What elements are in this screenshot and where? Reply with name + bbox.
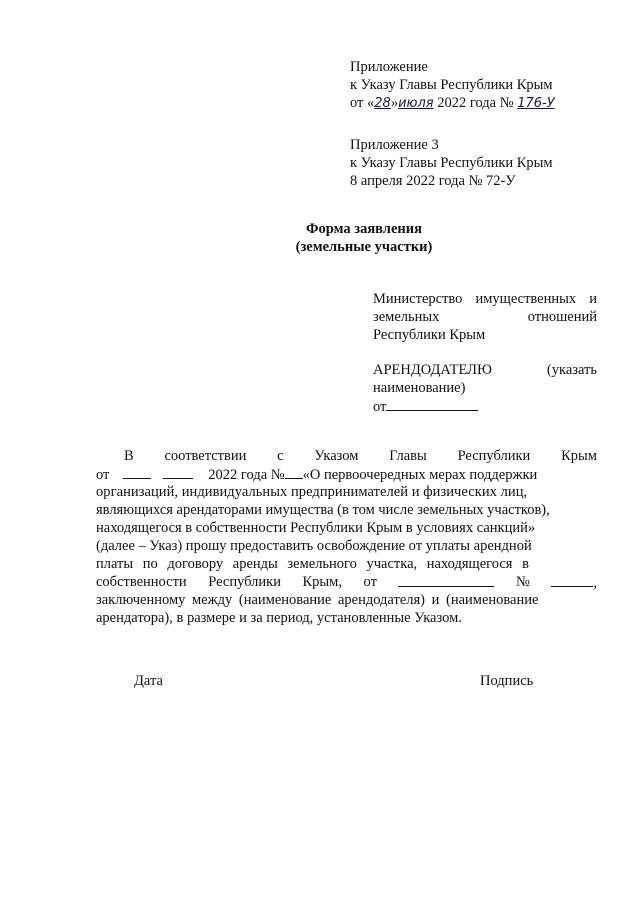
appendix-old-line1: Приложение 3	[350, 137, 439, 153]
form-subtitle: (земельные участки)	[295, 239, 433, 255]
body-line8	[96, 573, 597, 592]
word: земельных	[373, 309, 440, 325]
body-line6: (далее – Указ) прошу предоставить освобождение от уплаты арендной	[96, 538, 532, 554]
word: Республики	[208, 574, 281, 590]
appendix-new-line1: Приложение	[350, 59, 428, 75]
recipient-from-line	[373, 397, 478, 416]
date-mid: »	[390, 95, 399, 111]
word: отношений	[527, 309, 597, 325]
word: собственности	[96, 574, 187, 590]
handwritten-day: 28	[374, 96, 391, 111]
body-line2	[96, 465, 597, 484]
word: АРЕНДОДАТЕЛЮ	[373, 362, 492, 378]
blank-field	[386, 397, 478, 411]
appendix-old-line3: 8 апреля 2022 года № 72-У	[350, 173, 516, 189]
word: Министерство	[373, 291, 463, 307]
body-line3: организаций, индивидуальных предпринимателей и физических лиц,	[96, 484, 528, 500]
blank-day	[123, 465, 151, 479]
date-label: Дата	[134, 673, 163, 689]
blank-contract-date	[398, 573, 494, 587]
body-line9: заключенному между (наименование арендодателя) и (наименование	[96, 592, 539, 608]
appendix-new-date-line	[350, 94, 555, 113]
year-text: 2022 года №	[208, 467, 285, 483]
handwritten-number: 176-У	[517, 96, 555, 111]
blank-month	[163, 465, 193, 479]
body-line1	[124, 447, 597, 465]
from-label: от	[373, 399, 387, 415]
appendix-old-line2: к Указу Главы Республики Крым	[350, 155, 553, 171]
signature-label: Подпись	[480, 673, 534, 689]
form-title: Форма заявления	[306, 221, 422, 237]
blank-number	[285, 465, 303, 479]
handwritten-month: июля	[398, 96, 434, 111]
word: Крым	[561, 448, 597, 464]
recipient-line3: Республики Крым	[373, 327, 486, 343]
word: Крым,	[302, 574, 342, 590]
word: соответствии	[164, 448, 247, 464]
recipient-line4	[373, 361, 597, 379]
date-prefix: от «	[350, 95, 375, 111]
recipient-line1	[373, 290, 597, 308]
word: Главы	[389, 448, 427, 464]
year-text: 2022 года №	[433, 95, 518, 111]
decree-title-start: «О первоочередных мерах поддержки	[302, 467, 538, 483]
appendix-new-line2: к Указу Главы Республики Крым	[350, 77, 553, 93]
word: от	[363, 574, 377, 590]
word: с	[277, 448, 284, 464]
body-line10: арендатора), в размере и за период, установленные Указом.	[96, 610, 462, 626]
word: имущественных	[475, 291, 577, 307]
contract-number-field: ,	[551, 573, 597, 592]
word: Республики	[457, 448, 531, 464]
body-line4: являющихся арендаторами имущества (в том числе земельных участков),	[96, 502, 550, 518]
word: В	[124, 448, 134, 464]
word: Указом	[314, 448, 359, 464]
number-sign: №	[515, 574, 530, 590]
recipient-line2	[373, 308, 597, 326]
recipient-line5: наименование)	[373, 380, 466, 396]
body-line7: платы по договору аренды земельного участка, находящегося в	[96, 556, 529, 572]
blank-contract-number	[551, 573, 593, 587]
from-label: от	[96, 467, 110, 483]
word: (указать	[546, 362, 597, 378]
body-line5: находящегося в собственности Республики Крым в условиях санкций»	[96, 520, 536, 536]
word: и	[589, 291, 597, 307]
